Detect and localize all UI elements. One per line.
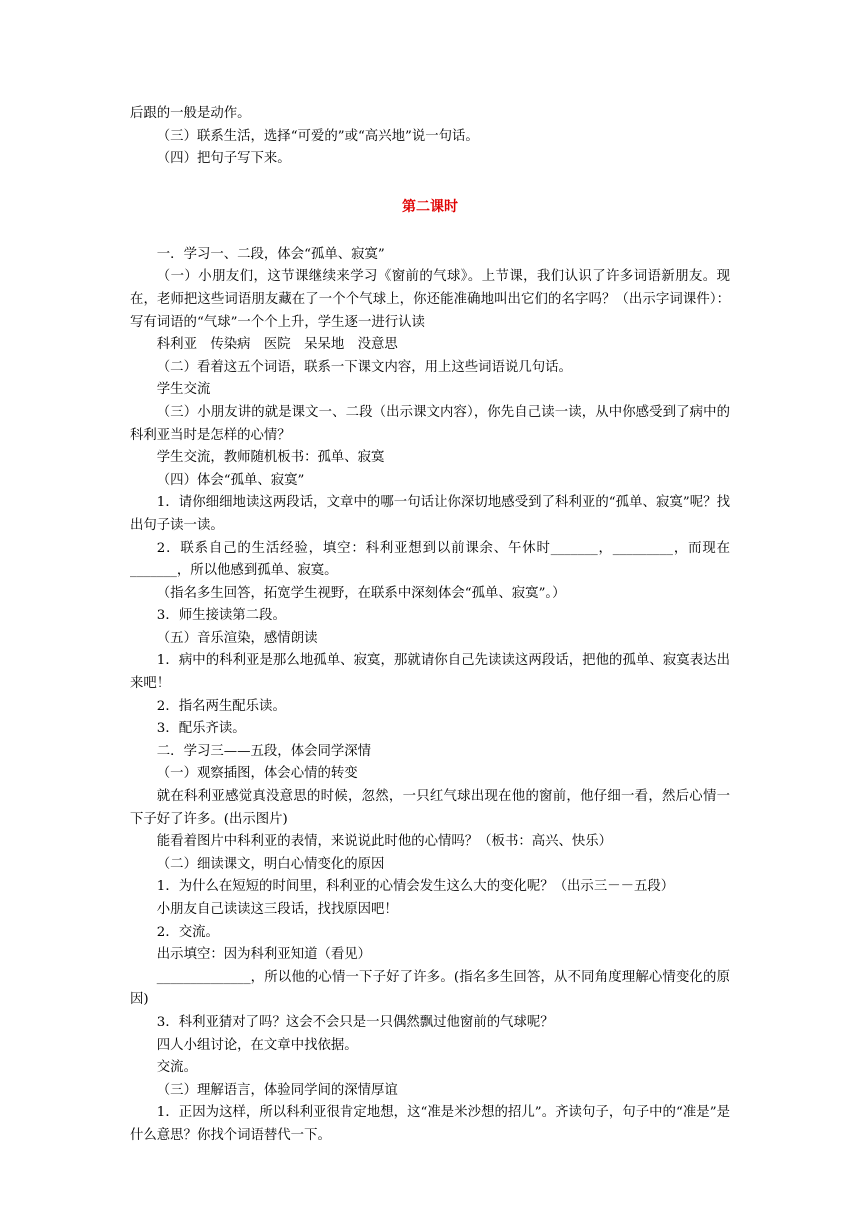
paragraph: 小朋友自己读读这三段话，找找原因吧！ bbox=[156, 902, 398, 917]
paragraph: （一）观察插图，体会心情的转变 bbox=[156, 766, 358, 782]
paragraph: 二．学习三——五段，体会同学深情 bbox=[156, 743, 372, 759]
paragraph: 1．病中的科利亚是那么地孤单、寂寞，那就请你自己先读读这两段话，把他的孤单、寂寞表达出来吧！ bbox=[130, 653, 730, 692]
paragraph: （指名多生回答，拓宽学生视野，在联系中深刻体会“孤单、寂寞”。） bbox=[156, 585, 566, 601]
paragraph: 能看着图片中科利亚的表情，来说说此时他的心情吗？（板书：高兴、快乐） bbox=[156, 834, 613, 850]
paragraph: （二）细读课文，明白心情变化的原因 bbox=[156, 856, 385, 872]
paragraph: 1．为什么在短短的时间里，科利亚的心情会发生这么大的变化呢？（出示三－－五段） bbox=[156, 879, 675, 895]
paragraph: 1．请你细细地读这两段话，文章中的哪一句话让你深切地感受到了科利亚的“孤单、寂寞”呢？找出句子读一读。 bbox=[130, 495, 730, 533]
paragraph: （三）小朋友讲的就是课文一、二段（出示课文内容），你先自己读一读，从中你感受到了病中的科利亚当时是怎样的心情？ bbox=[130, 404, 730, 443]
paragraph: （二）看着这五个词语，联系一下课文内容，用上这些词语说几句话。 bbox=[156, 359, 572, 375]
paragraph: 2．联系自己的生活经验，填空：科利亚想到以前课余、午休时_______，_________，而现在_______，所以他感到孤单、寂寞。 bbox=[130, 540, 730, 579]
paragraph: 出示填空：因为科利亚知道（看见） bbox=[156, 947, 372, 963]
vocabulary-line: 科利亚 传染病 医院 呆呆地 没意思 bbox=[156, 337, 398, 353]
paragraph: 3．科利亚猜对了吗？这会不会只是一只偶然飘过他窗前的气球呢？ bbox=[156, 1014, 554, 1030]
paragraph-step-3: （三）联系生活，选择“可爱的”或“高兴地”说一句话。 bbox=[156, 128, 479, 144]
paragraph: 学生交流 bbox=[156, 382, 211, 398]
paragraph: ______________，所以他的心情一下子好了许多。(指名多生回答，从不同角度理解心情变化的原因) bbox=[130, 969, 730, 1008]
paragraph: 3．师生接读第二段。 bbox=[156, 608, 286, 624]
paragraph: 3．配乐齐读。 bbox=[156, 721, 246, 737]
paragraph: （一）小朋友们，这节课继续来学习《窗前的气球》。上节课，我们认识了许多词语新朋友。现在，老师把这些词语朋友藏在了一个个气球上，你还能准确地叫出它们的名字吗？（出示字词课件）：写有词语的“气球”一个个上升，学生逐一进行认读 bbox=[130, 269, 730, 330]
paragraph: （四）体会“孤单、寂寞” bbox=[156, 472, 305, 488]
paragraph: 2．交流。 bbox=[156, 924, 219, 940]
paragraph: 2．指名两生配乐读。 bbox=[156, 698, 286, 714]
paragraph: 交流。 bbox=[156, 1060, 197, 1076]
section-heading: 第二课时 bbox=[402, 198, 458, 215]
paragraph-step-4: （四）把句子写下来。 bbox=[156, 151, 291, 167]
paragraph: （三）理解语言，体验同学间的深情厚谊 bbox=[156, 1082, 398, 1098]
paragraph: 一．学习一、二段，体会“孤单、寂寞” bbox=[156, 246, 385, 262]
paragraph: 1．正因为这样，所以科利亚很肯定地想，这“准是米沙想的招儿”。齐读句子，句子中的“准是”是什么意思？你找个词语替代一下。 bbox=[130, 1105, 730, 1143]
paragraph: 四人小组讨论，在文章中找依据。 bbox=[156, 1037, 358, 1053]
paragraph: 就在科利亚感觉真没意思的时候，忽然，一只红气球出现在他的窗前，他仔细一看，然后心情一下子好了许多。(出示图片) bbox=[130, 789, 730, 827]
document-body bbox=[130, 103, 730, 1148]
paragraph-continued: 后跟的一般是动作。 bbox=[130, 106, 251, 121]
paragraph: 学生交流，教师随机板书：孤单、寂寞 bbox=[156, 450, 385, 466]
paragraph: （五）音乐渲染，感情朗读 bbox=[156, 630, 318, 646]
